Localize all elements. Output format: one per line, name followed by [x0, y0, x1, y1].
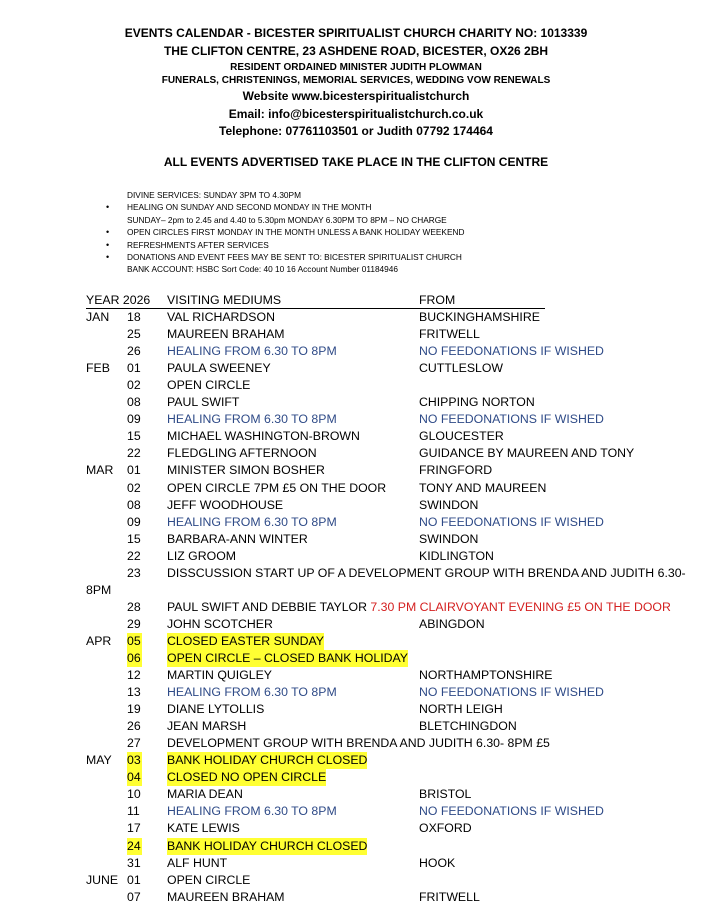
- event-cell: FLEDGLING AFTERNOON: [167, 446, 317, 461]
- schedule-row: [0, 855, 712, 872]
- event-note: 7.30 PM CLAIRVOYANT EVENING £5 ON THE DOOR: [367, 599, 671, 614]
- schedule-row: [0, 394, 712, 411]
- event-cell: MARTIN QUIGLEY: [167, 668, 272, 683]
- event-cell: OPEN CIRCLE 7PM £5 ON THE DOOR: [167, 480, 387, 495]
- day-cell: 01: [127, 463, 141, 478]
- mediums-heading: VISITING MEDIUMS: [167, 293, 282, 307]
- event-cell: JEFF WOODHOUSE: [167, 497, 284, 512]
- event-cell: VAL RICHARDSON: [167, 310, 275, 325]
- schedule-row: [0, 684, 712, 701]
- day-cell: 11: [127, 804, 140, 819]
- event-cell: HEALING FROM 6.30 TO 8PM: [167, 804, 337, 819]
- telephone-line: Telephone: 07761103501 or Judith 07792 174464: [219, 124, 493, 138]
- event-cell: HEALING FROM 6.30 TO 8PM: [167, 685, 337, 700]
- venue-notice: ALL EVENTS ADVERTISED TAKE PLACE IN THE CLIFTON CENTRE: [163, 155, 549, 169]
- event-cell: JEAN MARSH: [167, 719, 247, 734]
- day-cell: 25: [127, 327, 141, 342]
- from-cell: KIDLINGTON: [419, 548, 494, 563]
- schedule-row: [0, 309, 712, 326]
- schedule-row: [0, 343, 712, 360]
- from-cell: NORTHAMPTONSHIRE: [419, 668, 553, 683]
- schedule-row: [0, 872, 712, 889]
- schedule-row: [0, 752, 712, 769]
- day-cell: 12: [127, 668, 141, 683]
- day-cell: 02: [127, 378, 141, 393]
- schedule-row: [0, 786, 712, 803]
- email-line: Email: info@bicesterspiritualistchurch.co.uk: [228, 107, 484, 121]
- from-cell: SWINDON: [419, 497, 479, 512]
- from-cell: NO FEEDONATIONS IF WISHED: [419, 412, 604, 427]
- event-cell: MINISTER SIMON BOSHER: [167, 463, 325, 478]
- event-cell: MAUREEN BRAHAM: [167, 327, 285, 342]
- schedule-rows: [0, 309, 712, 906]
- note-line: • DONATIONS AND EVENT FEES MAY BE SENT TO: BICESTER SPIRITUALIST CHURCH: [127, 251, 464, 263]
- services-line: FUNERALS, CHRISTENINGS, MEMORIAL SERVICES, WEDDING VOW RENEWALS: [161, 75, 551, 86]
- from-cell: FRITWELL: [419, 889, 480, 904]
- day-cell: 24: [127, 838, 142, 855]
- from-cell: GUIDANCE BY MAUREEN AND TONY: [419, 446, 635, 461]
- note-line: BANK ACCOUNT: HSBC Sort Code: 40 10 16 Account Number 01184946: [127, 264, 399, 275]
- day-cell: 08: [127, 395, 141, 410]
- schedule-row: [0, 531, 712, 548]
- from-cell: BRISTOL: [419, 787, 472, 802]
- day-cell: 15: [127, 429, 141, 444]
- day-cell: 29: [127, 616, 141, 631]
- from-cell: NORTH LEIGH: [419, 702, 503, 717]
- day-cell: 15: [127, 531, 141, 546]
- day-cell: 17: [127, 821, 141, 836]
- event-cell: [167, 599, 671, 616]
- schedule-row: [0, 462, 712, 479]
- schedule-row: [0, 377, 712, 394]
- day-cell: 31: [127, 855, 141, 870]
- day-cell: 09: [127, 412, 141, 427]
- event-cell: KATE LEWIS: [167, 821, 240, 836]
- from-cell: CHIPPING NORTON: [419, 395, 535, 410]
- from-heading: FROM: [419, 293, 456, 307]
- schedule-row: [0, 889, 712, 906]
- day-cell: 03: [127, 752, 142, 769]
- website-line: Website www.bicesterspiritualistchurch: [242, 89, 470, 103]
- day-cell: 06: [127, 650, 142, 667]
- event-cell: HEALING FROM 6.30 TO 8PM: [167, 514, 337, 529]
- title-line: EVENTS CALENDAR - BICESTER SPIRITUALIST CHURCH CHARITY NO: 1013339: [124, 26, 588, 40]
- day-cell: 07: [127, 889, 141, 904]
- day-cell: 04: [127, 769, 142, 786]
- day-cell: 22: [127, 446, 141, 461]
- day-cell: 26: [127, 344, 141, 359]
- day-cell: 18: [127, 310, 141, 325]
- schedule-row: [0, 514, 712, 531]
- day-cell: 28: [127, 599, 141, 614]
- from-cell: BUCKINGHAMSHIRE: [419, 310, 540, 325]
- schedule-row: [0, 480, 712, 497]
- event-cell: OPEN CIRCLE: [167, 872, 251, 887]
- event-cell: OPEN CIRCLE: [167, 378, 251, 393]
- from-cell: NO FEEDONATIONS IF WISHED: [419, 344, 604, 359]
- year-heading: YEAR 2026: [86, 293, 151, 307]
- event-text: PAUL SWIFT AND DEBBIE TAYLOR: [167, 599, 367, 614]
- schedule-row: [0, 548, 712, 565]
- from-cell: GLOUCESTER: [419, 429, 504, 444]
- from-cell: SWINDON: [419, 531, 479, 546]
- from-cell: HOOK: [419, 855, 456, 870]
- day-cell: 13: [127, 685, 141, 700]
- note-line: SUNDAY– 2pm to 2.45 and 4.40 to 5.30pm MONDAY 6.30PM TO 8PM – NO CHARGE: [127, 214, 447, 225]
- day-cell: 01: [127, 872, 141, 887]
- from-cell: BLETCHINGDON: [419, 719, 517, 734]
- schedule-row: [0, 701, 712, 718]
- schedule-row: [0, 838, 712, 855]
- event-cell: MICHAEL WASHINGTON-BROWN: [167, 429, 360, 444]
- schedule-row: [0, 360, 712, 377]
- day-cell: 26: [127, 719, 141, 734]
- month-cell: JUNE: [86, 872, 119, 887]
- event-cell: PAULA SWEENEY: [167, 361, 271, 376]
- event-cell: DIANE LYTOLLIS: [167, 702, 265, 717]
- schedule-row: [0, 497, 712, 514]
- from-cell: ABINGDON: [419, 616, 485, 631]
- schedule-row: [0, 735, 712, 752]
- schedule-row: [0, 326, 712, 343]
- address-line: THE CLIFTON CENTRE, 23 ASHDENE ROAD, BICESTER, OX26 2BH: [163, 44, 549, 58]
- from-cell: FRINGFORD: [419, 463, 493, 478]
- event-cell: PAUL SWIFT: [167, 395, 240, 410]
- event-cell: CLOSED NO OPEN CIRCLE: [167, 769, 326, 786]
- schedule-row: [0, 445, 712, 462]
- minister-line: RESIDENT ORDAINED MINISTER JUDITH PLOWMAN: [230, 62, 482, 73]
- event-cell: LIZ GROOM: [167, 548, 237, 563]
- month-cell: JAN: [86, 310, 110, 325]
- schedule-header: [0, 292, 712, 309]
- from-cell: FRITWELL: [419, 327, 480, 342]
- event-cell: ALF HUNT: [167, 855, 228, 870]
- day-cell: 09: [127, 514, 141, 529]
- event-cell: HEALING FROM 6.30 TO 8PM: [167, 412, 337, 427]
- schedule-row: [0, 667, 712, 684]
- day-cell: 23: [127, 565, 141, 580]
- note-line: DIVINE SERVICES: SUNDAY 3PM TO 4.30PM: [127, 190, 301, 200]
- event-cell: OPEN CIRCLE – CLOSED BANK HOLIDAY: [167, 650, 408, 667]
- event-cell: BANK HOLIDAY CHURCH CLOSED: [167, 752, 367, 769]
- schedule-row: [0, 616, 712, 633]
- schedule-row: [0, 718, 712, 735]
- day-cell: 01: [127, 361, 141, 376]
- month-cell: APR: [86, 633, 112, 648]
- schedule-row: [0, 650, 712, 667]
- event-cell: MARIA DEAN: [167, 787, 243, 802]
- day-cell: 02: [127, 480, 141, 495]
- schedule-row: [0, 582, 712, 599]
- from-cell: NO FEEDONATIONS IF WISHED: [419, 685, 604, 700]
- note-line: • HEALING ON SUNDAY AND SECOND MONDAY IN THE MONTH: [127, 201, 464, 213]
- from-cell: NO FEEDONATIONS IF WISHED: [419, 514, 604, 529]
- month-cell: FEB: [86, 361, 110, 376]
- day-cell: 10: [127, 787, 141, 802]
- event-cell: BANK HOLIDAY CHURCH CLOSED: [167, 838, 367, 855]
- event-cell: BARBARA-ANN WINTER: [167, 531, 308, 546]
- month-cell: MAR: [86, 463, 114, 478]
- from-cell: CUTTLESLOW: [419, 361, 504, 376]
- event-cell: CLOSED EASTER SUNDAY: [167, 633, 324, 650]
- event-cell: DEVELOPMENT GROUP WITH BRENDA AND JUDITH 6.30- 8PM £5: [167, 736, 550, 751]
- schedule-row: [0, 769, 712, 786]
- note-line: • REFRESHMENTS AFTER SERVICES: [127, 239, 464, 251]
- schedule-row: [0, 411, 712, 428]
- event-cell: MAUREEN BRAHAM: [167, 889, 285, 904]
- day-cell: 27: [127, 736, 141, 751]
- schedule-row: [0, 633, 712, 650]
- month-cell: MAY: [86, 753, 112, 768]
- from-cell: TONY AND MAUREEN: [419, 480, 547, 495]
- from-cell: OXFORD: [419, 821, 472, 836]
- day-cell: 19: [127, 702, 141, 717]
- from-cell: NO FEEDONATIONS IF WISHED: [419, 804, 604, 819]
- event-cell: HEALING FROM 6.30 TO 8PM: [167, 344, 337, 359]
- note-line: • OPEN CIRCLES FIRST MONDAY IN THE MONTH UNLESS A BANK HOLIDAY WEEKEND: [127, 226, 464, 238]
- schedule-row: [0, 565, 712, 582]
- schedule-row: [0, 428, 712, 445]
- service-notes: [127, 189, 464, 276]
- schedule-row: [0, 820, 712, 837]
- events-schedule: [0, 292, 712, 906]
- schedule-row: [0, 599, 712, 616]
- event-cell: DISSCUSSION START UP OF A DEVELOPMENT GROUP WITH BRENDA AND JUDITH 6.30-: [167, 565, 686, 580]
- day-cell: 22: [127, 548, 141, 563]
- day-cell: 05: [127, 633, 142, 650]
- month-cell: 8PM: [86, 582, 112, 597]
- event-cell: JOHN SCOTCHER: [167, 616, 273, 631]
- schedule-row: [0, 803, 712, 820]
- day-cell: 08: [127, 497, 141, 512]
